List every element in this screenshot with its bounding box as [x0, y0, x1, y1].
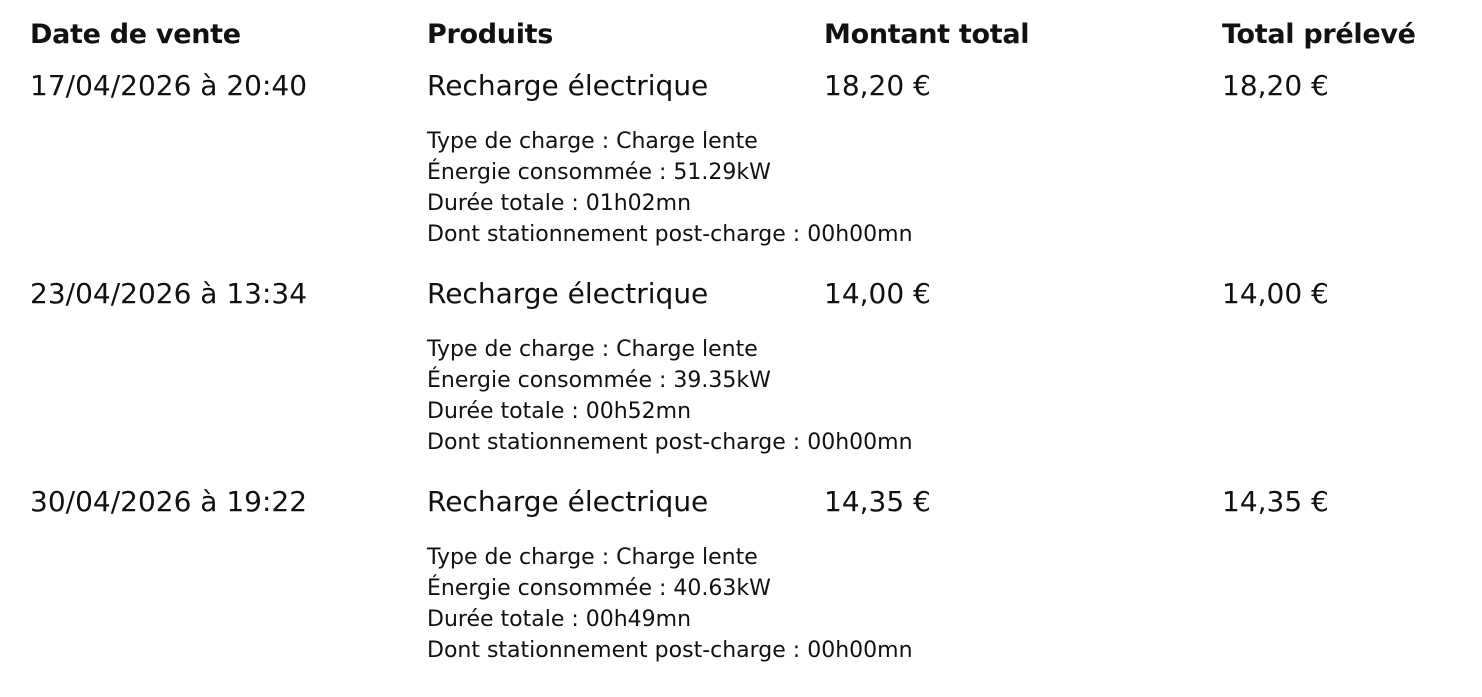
table-row	[0, 484, 1482, 684]
product-details	[427, 334, 913, 458]
total-charged: 14,35 €	[1222, 485, 1329, 518]
column-header-products: Produits	[427, 19, 554, 50]
total-duration: Durée totale : 00h52mn	[427, 399, 692, 424]
post-charge-parking: Dont stationnement post-charge : 00h00mn	[427, 222, 913, 247]
table-row	[0, 68, 1482, 268]
total-charged: 18,20 €	[1222, 69, 1329, 102]
total-amount: 14,35 €	[824, 485, 931, 518]
sale-date: 17/04/2026 à 20:40	[30, 69, 308, 102]
column-header-total-charged: Total prélevé	[1222, 19, 1416, 50]
energy-consumed: Énergie consommée : 51.29kW	[427, 160, 771, 185]
charge-type: Type de charge : Charge lente	[427, 129, 758, 154]
post-charge-parking: Dont stationnement post-charge : 00h00mn	[427, 430, 913, 455]
charge-type: Type de charge : Charge lente	[427, 337, 758, 362]
post-charge-parking: Dont stationnement post-charge : 00h00mn	[427, 638, 913, 663]
total-amount: 18,20 €	[824, 69, 931, 102]
table-header	[0, 0, 1482, 60]
total-duration: Durée totale : 00h49mn	[427, 607, 692, 632]
charge-type: Type de charge : Charge lente	[427, 545, 758, 570]
energy-consumed: Énergie consommée : 40.63kW	[427, 576, 771, 601]
product-name: Recharge électrique	[427, 69, 709, 102]
sale-date: 30/04/2026 à 19:22	[30, 485, 308, 518]
column-header-date: Date de vente	[30, 19, 241, 50]
total-duration: Durée totale : 01h02mn	[427, 191, 692, 216]
total-amount: 14,00 €	[824, 277, 931, 310]
sale-date: 23/04/2026 à 13:34	[30, 277, 308, 310]
product-name: Recharge électrique	[427, 485, 709, 518]
product-details	[427, 542, 913, 666]
column-header-total-amount: Montant total	[824, 19, 1030, 50]
energy-consumed: Énergie consommée : 39.35kW	[427, 368, 771, 393]
table-row	[0, 276, 1482, 476]
total-charged: 14,00 €	[1222, 277, 1329, 310]
product-details	[427, 126, 913, 250]
product-name: Recharge électrique	[427, 277, 709, 310]
